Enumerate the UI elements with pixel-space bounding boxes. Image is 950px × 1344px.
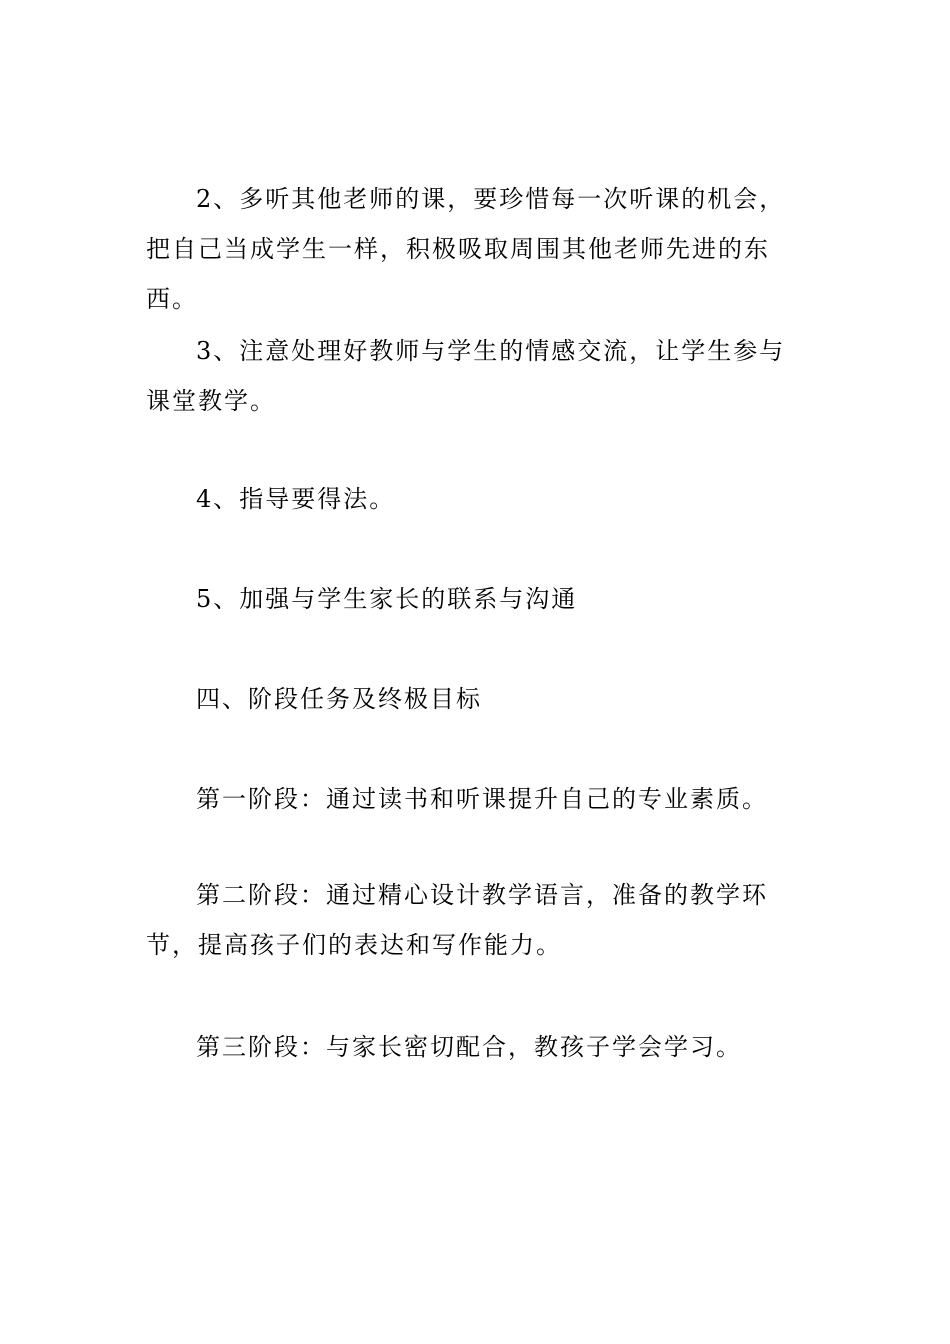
paragraph-stage-two: 第二阶段：通过精心设计教学语言，准备的教学环节，提高孩子们的表达和写作能力。	[146, 881, 768, 959]
paragraph-stage-three: 第三阶段：与家长密切配合，教孩子学会学习。	[196, 1033, 742, 1061]
paragraph-guidance-method: 4、指导要得法。	[196, 485, 396, 513]
paragraph-stage-one: 第一阶段：通过读书和听课提升自己的专业素质。	[196, 785, 768, 813]
paragraph-parent-communication: 5、加强与学生家长的联系与沟通	[196, 585, 578, 613]
paragraph-listen-to-other-teachers: 2、多听其他老师的课，要珍惜每一次听课的机会，把自己当成学生一样，积极吸取周围其他老师先进的东西。	[146, 185, 786, 313]
section-heading-stage-tasks: 四、阶段任务及终极目标	[196, 685, 482, 713]
paragraph-emotional-communication: 3、注意处理好教师与学生的情感交流，让学生参与课堂教学。	[146, 337, 786, 415]
